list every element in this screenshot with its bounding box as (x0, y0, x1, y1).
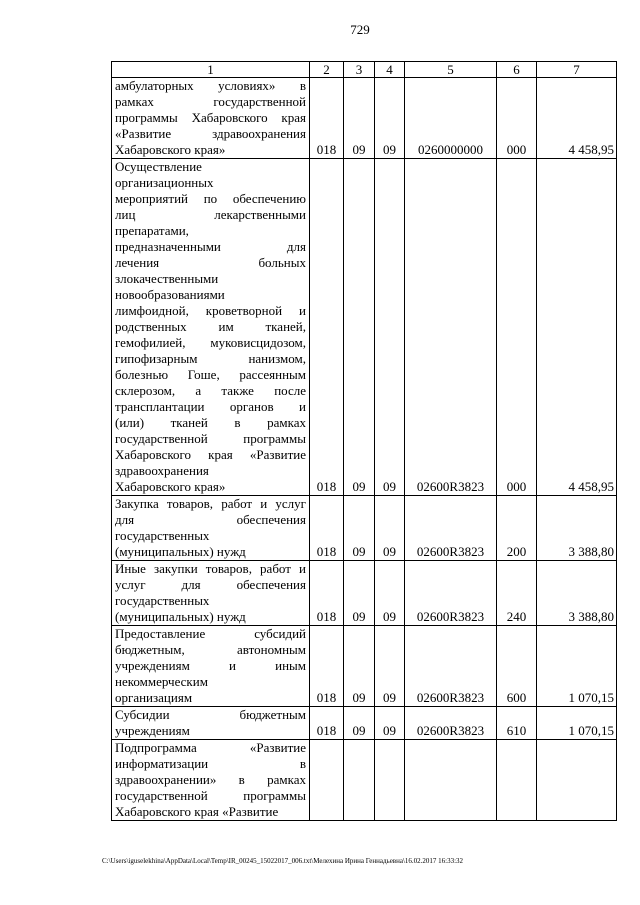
row-name-line: препаратами, (115, 223, 189, 238)
row-name-line: Закупка товаров, работ и услуг (115, 496, 306, 511)
page-number: 729 (350, 22, 370, 37)
row-name-line: «Развитие здравоохранения (115, 126, 306, 141)
amount-cell: 4 458,95 (537, 78, 617, 159)
row-name-line: рамках государственной (115, 94, 306, 109)
row-name-line: амбулаторных условиях» в (115, 78, 306, 93)
row-name-line: лимфоидной, кроветворной и (115, 303, 306, 318)
row-name-line: лечения больных (115, 255, 306, 270)
row-name-line: (муниципальных) нужд (115, 609, 246, 624)
row-name-line: злокачественными (115, 271, 219, 286)
row-name-line: лиц лекарственными (115, 207, 306, 222)
subsection-cell: 09 (375, 707, 405, 740)
row-name-line: предназначенными для (115, 239, 306, 254)
row-name-line: Субсидии бюджетным (115, 707, 306, 722)
header-cell: 3 (344, 62, 375, 78)
row-name-line: информатизации в (115, 756, 306, 771)
row-name-line: государственных (115, 593, 210, 608)
row-name-cell (112, 496, 310, 561)
amount-cell (537, 740, 617, 821)
section-cell (344, 740, 375, 821)
row-name-cell (112, 707, 310, 740)
target-article-cell: 02600R3823 (405, 561, 497, 626)
row-name-line: склерозом, а также после (115, 383, 306, 398)
row-name-line: Подпрограмма «Развитие (115, 740, 306, 755)
row-name-line: трансплантации органов и (115, 399, 306, 414)
admin-code-cell: 018 (310, 496, 344, 561)
row-name-line: здравоохранения (115, 463, 209, 478)
section-cell: 09 (344, 561, 375, 626)
expense-type-cell: 610 (497, 707, 537, 740)
header-cell: 1 (112, 62, 310, 78)
table-row (112, 78, 617, 159)
subsection-cell (375, 740, 405, 821)
admin-code-cell: 018 (310, 707, 344, 740)
expense-type-cell (497, 740, 537, 821)
expense-type-cell: 000 (497, 78, 537, 159)
subsection-cell: 09 (375, 626, 405, 707)
row-name-cell (112, 561, 310, 626)
budget-table (111, 61, 617, 821)
table-row (112, 740, 617, 821)
row-name-line: гемофилией, муковисцидозом, (115, 335, 306, 350)
admin-code-cell: 018 (310, 78, 344, 159)
row-name-cell (112, 740, 310, 821)
row-name-cell (112, 78, 310, 159)
expense-type-cell: 200 (497, 496, 537, 561)
target-article-cell: 02600R3823 (405, 159, 497, 496)
section-cell: 09 (344, 626, 375, 707)
row-name-line: Предоставление субсидий (115, 626, 306, 641)
amount-cell: 1 070,15 (537, 626, 617, 707)
table-row (112, 159, 617, 496)
target-article-cell: 02600R3823 (405, 626, 497, 707)
header-cell: 2 (310, 62, 344, 78)
subsection-cell: 09 (375, 78, 405, 159)
subsection-cell: 09 (375, 496, 405, 561)
header-cell: 4 (375, 62, 405, 78)
subsection-cell: 09 (375, 159, 405, 496)
expense-type-cell: 000 (497, 159, 537, 496)
row-name-line: организационных (115, 175, 214, 190)
footer-file-path: C:\Users\iguselekhina\AppData\Local\Temp\IR_00245_15022017_006.txt\Мелехина Ирина Геннадьевна\16.02.2017 16:33:32 (102, 857, 464, 865)
admin-code-cell (310, 740, 344, 821)
row-name-line: Хабаровского края» (115, 142, 226, 157)
row-name-cell (112, 626, 310, 707)
header-cell: 6 (497, 62, 537, 78)
row-name-line: учреждениям и иным (115, 658, 306, 673)
header-cell: 5 (405, 62, 497, 78)
expense-type-cell: 600 (497, 626, 537, 707)
row-name-line: мероприятий по обеспечению (115, 191, 306, 206)
amount-cell: 4 458,95 (537, 159, 617, 496)
row-name-cell (112, 159, 310, 496)
table-row (112, 496, 617, 561)
section-cell: 09 (344, 496, 375, 561)
amount-cell: 1 070,15 (537, 707, 617, 740)
row-name-line: (муниципальных) нужд (115, 544, 246, 559)
row-name-line: программы Хабаровского края (115, 110, 306, 125)
row-name-line: (или) тканей в рамках (115, 415, 306, 430)
target-article-cell: 0260000000 (405, 78, 497, 159)
row-name-line: здравоохранении» в рамках (115, 772, 306, 787)
target-article-cell: 02600R3823 (405, 496, 497, 561)
table-row (112, 561, 617, 626)
header-cell: 7 (537, 62, 617, 78)
row-name-line: гипофизарным нанизмом, (115, 351, 306, 366)
row-name-line: услуг для обеспечения (115, 577, 306, 592)
row-name-line: бюджетным, автономным (115, 642, 306, 657)
row-name-line: родственных им тканей, (115, 319, 306, 334)
row-name-line: новообразованиями (115, 287, 225, 302)
amount-cell: 3 388,80 (537, 561, 617, 626)
row-name-line: государственной программы (115, 788, 306, 803)
table-row (112, 626, 617, 707)
admin-code-cell: 018 (310, 159, 344, 496)
admin-code-cell: 018 (310, 561, 344, 626)
row-name-line: учреждениям (115, 723, 190, 738)
row-name-line: Хабаровского края» (115, 479, 226, 494)
target-article-cell (405, 740, 497, 821)
row-name-line: Хабаровского края «Развитие (115, 804, 279, 819)
row-name-line: для обеспечения (115, 512, 306, 527)
table-row (112, 707, 617, 740)
expense-type-cell: 240 (497, 561, 537, 626)
section-cell: 09 (344, 707, 375, 740)
row-name-line: Хабаровского края «Развитие (115, 447, 306, 462)
row-name-line: государственных (115, 528, 210, 543)
row-name-line: некоммерческим (115, 674, 208, 689)
row-name-line: Иные закупки товаров, работ и (115, 561, 306, 576)
row-name-line: болезнью Гоше, рассеянным (115, 367, 306, 382)
admin-code-cell: 018 (310, 626, 344, 707)
target-article-cell: 02600R3823 (405, 707, 497, 740)
section-cell: 09 (344, 78, 375, 159)
amount-cell: 3 388,80 (537, 496, 617, 561)
row-name-line: Осуществление (115, 159, 202, 174)
row-name-line: государственной программы (115, 431, 306, 446)
subsection-cell: 09 (375, 561, 405, 626)
section-cell: 09 (344, 159, 375, 496)
table-header-row (112, 62, 617, 78)
row-name-line: организациям (115, 690, 193, 705)
